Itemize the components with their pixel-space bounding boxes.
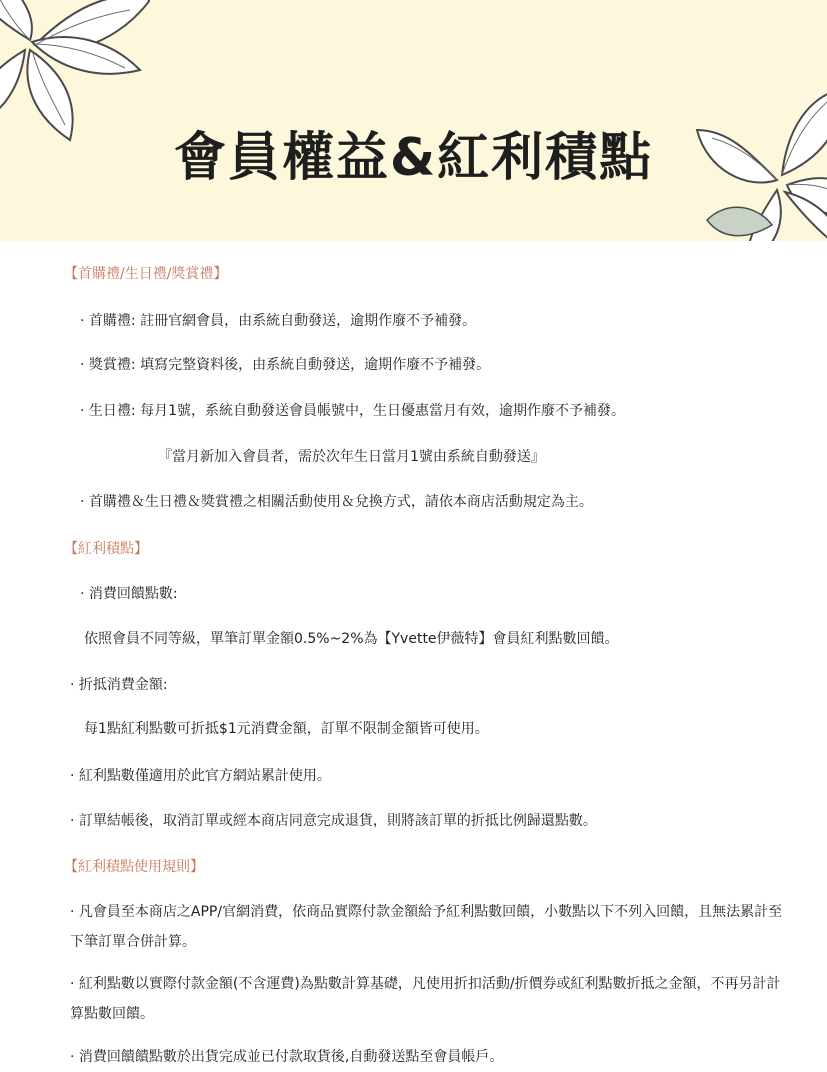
points-item: · 訂單結帳後，取消訂單或經本商店同意完成退貨，則將該訂單的折抵比例歸還點數。 (70, 813, 597, 829)
header-banner (0, 0, 827, 241)
rules-item: · 紅利點數以實際付款金額(不含運費)為點數計算基礎，凡使用折扣活動/折價券或紅利點數折抵之金額，不再另計計算點數回饋。 (70, 976, 781, 1022)
gift-item: · 首購禮＆生日禮＆獎賞禮之相關活動使用＆兌換方式，請依本商店活動規定為主。 (80, 494, 593, 510)
rules-item: · 凡會員至本商店之APP/官網消費，依商品實際付款金額給予紅利點數回饋，小數點以下不列入回饋，且無法累計至下筆訂單合併計算。 (70, 904, 783, 950)
page-title: 會員權益&紅利積點 (173, 127, 654, 188)
lily-decoration-icon (687, 90, 827, 241)
points-item: 每1點紅利點數可折抵$1元消費金額，訂單不限制金額皆可使用。 (84, 721, 489, 737)
points-item: 依照會員不同等級，單筆訂單金額0.5%~2%為【Yvette伊薇特】會員紅利點數回饋。 (84, 631, 619, 647)
gift-item: · 生日禮: 每月1號，系統自動發送會員帳號中，生日優惠當月有效，逾期作廢不予補發。 (80, 403, 625, 419)
gift-item: · 獎賞禮: 填寫完整資料後，由系統自動發送，逾期作廢不予補發。 (80, 357, 491, 373)
gift-note: 『當月新加入會員者，需於次年生日當月1號由系統自動發送』 (158, 449, 545, 465)
gift-item: · 首購禮: 註冊官網會員，由系統自動發送，逾期作廢不予補發。 (80, 313, 477, 329)
rules-item: · 消費回饋饋點數於出貨完成並已付款取貨後,自動發送點至會員帳戶。 (70, 1049, 504, 1065)
section-heading-points: 【紅利積點】 (64, 541, 148, 557)
points-item: · 折抵消費金額: (70, 677, 168, 693)
section-heading-rules: 【紅利積點使用規則】 (64, 859, 204, 875)
points-item: · 紅利點數僅適用於此官方網站累計使用。 (70, 768, 331, 784)
points-item: · 消費回饋點數: (80, 586, 178, 602)
section-heading-gifts: 【首購禮/生日禮/獎賞禮】 (64, 266, 228, 282)
